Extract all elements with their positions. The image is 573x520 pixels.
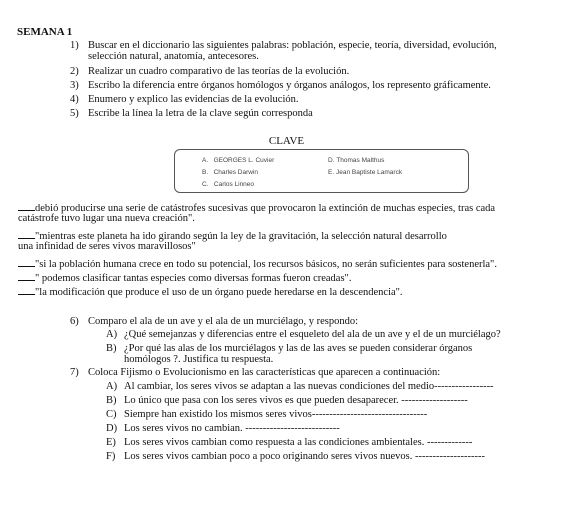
task-number: 4)	[70, 94, 79, 105]
sub-text: Al cambiar, los seres vivos se adaptan a las nuevas condiciones del medio-----------------	[124, 381, 494, 392]
task-text: Enumero y explico las evidencias de la evolución.	[88, 94, 299, 105]
clave-name: GEORGES L. Cuvier	[213, 157, 275, 164]
matching-item-5	[18, 286, 403, 298]
clave-title: CLAVE	[268, 135, 305, 147]
question-6b-continued: homólogos ?. Justifica tu respuesta.	[124, 354, 274, 365]
task-4	[70, 94, 299, 105]
clave-name: Charles Darwin	[213, 169, 259, 176]
clave-name: Thomas Malthus	[336, 157, 385, 164]
question-7a	[106, 381, 494, 392]
sub-text: Lo único que pasa con los seres vivos es que pueden desaparecer. -------------------	[124, 395, 468, 406]
matching-item-1-continued: catástrofe tuvo lugar una nueva creación".	[18, 213, 195, 224]
matching-item-4	[18, 272, 351, 284]
sub-letter: D)	[106, 423, 118, 434]
question-7f	[106, 451, 485, 462]
clave-letter: B.	[202, 169, 209, 176]
task-number: 5)	[70, 108, 79, 119]
question-7d	[106, 423, 340, 434]
clave-letter: A.	[202, 157, 209, 164]
question-number: 7)	[70, 367, 79, 378]
answer-blank[interactable]	[18, 272, 35, 281]
sub-text: ¿Qué semejanzas y diferencias entre el esqueleto del ala de un ave y el de un murciélago?	[124, 329, 501, 340]
task-number: 3)	[70, 80, 79, 91]
task-3	[70, 80, 491, 91]
task-text: Escribe la línea la letra de la clave según corresponda	[88, 108, 313, 119]
task-2	[70, 66, 349, 77]
sub-letter: C)	[106, 409, 117, 420]
task-1-continued: selección natural, anatomía, antecesores.	[88, 51, 259, 62]
sub-text: ¿Por qué las alas de los murciélagos y las de las aves se pueden considerar órganos	[124, 343, 473, 354]
page-title: SEMANA 1	[17, 26, 73, 38]
task-number: 1)	[70, 40, 79, 51]
task-number: 2)	[70, 66, 79, 77]
clave-box	[174, 149, 469, 193]
clave-name: Carlos Linneo	[213, 181, 255, 188]
statement-text: "la modificación que produce el uso de un órgano puede heredarse en la descendencia".	[35, 287, 403, 298]
clave-item-c	[202, 179, 254, 190]
question-7	[70, 367, 440, 378]
question-text: Coloca Fijismo o Evolucionismo en las características que aparecen a continuación:	[88, 367, 441, 378]
clave-name: Jean Baptiste Lamarck	[335, 169, 403, 176]
matching-item-2-continued: una infinidad de seres vivos maravillosos"	[18, 241, 196, 252]
sub-letter: E)	[106, 437, 116, 448]
question-6b	[106, 343, 472, 354]
sub-letter: A)	[106, 381, 118, 392]
question-6a	[106, 329, 501, 340]
clave-item-d	[328, 155, 384, 166]
task-1	[70, 40, 497, 51]
sub-text: Siempre han existido los mismos seres vivos---------------------------------	[124, 409, 428, 420]
question-7b	[106, 395, 468, 406]
answer-blank[interactable]	[18, 202, 35, 211]
statement-text: " podemos clasificar tantas especies como diversas formas fueron creadas".	[35, 273, 352, 284]
task-text: Buscar en el diccionario las siguientes palabras: población, especie, teoría, diversidad, evolución,	[88, 40, 497, 51]
sub-text: Los seres vivos no cambian. ---------------------------	[124, 423, 340, 434]
question-6	[70, 316, 358, 327]
task-5	[70, 108, 313, 119]
sub-letter: B)	[106, 343, 117, 354]
matching-item-3	[18, 258, 497, 270]
answer-blank[interactable]	[18, 258, 35, 267]
question-number: 6)	[70, 316, 79, 327]
clave-item-e	[328, 167, 402, 178]
sub-letter: B)	[106, 395, 117, 406]
clave-letter: D.	[328, 157, 335, 164]
task-text: Escribo la diferencia entre órganos homólogos y órganos análogos, los represento gráficamente.	[88, 80, 491, 91]
sub-text: Los seres vivos cambian como respuesta a las condiciones ambientales. -------------	[124, 437, 473, 448]
clave-letter: C.	[202, 181, 209, 188]
statement-text: "mientras este planeta ha ido girando según la ley de la gravitación, la selección natural desarrollo	[35, 231, 447, 242]
question-7e	[106, 437, 472, 448]
task-text: Realizar un cuadro comparativo de las teorías de la evolución.	[88, 66, 350, 77]
question-text: Comparo el ala de un ave y el ala de un murciélago, y respondo:	[88, 316, 358, 327]
clave-letter: E.	[328, 169, 335, 176]
statement-text: "si la población humana crece en todo su potencial, los recursos básicos, no serán suficientes para sostenerla".	[35, 259, 497, 270]
answer-blank[interactable]	[18, 286, 35, 295]
answer-blank[interactable]	[18, 230, 35, 239]
clave-item-a	[202, 155, 274, 166]
statement-text: debió producirse una serie de catástrofes sucesivas que provocaron la extinción de muchas especies, tras cada	[35, 203, 496, 214]
clave-item-b	[202, 167, 258, 178]
sub-letter: A)	[106, 329, 118, 340]
sub-text: Los seres vivos cambian poco a poco originando seres vivos nuevos. --------------------	[124, 451, 485, 462]
question-7c	[106, 409, 427, 420]
sub-letter: F)	[106, 451, 116, 462]
